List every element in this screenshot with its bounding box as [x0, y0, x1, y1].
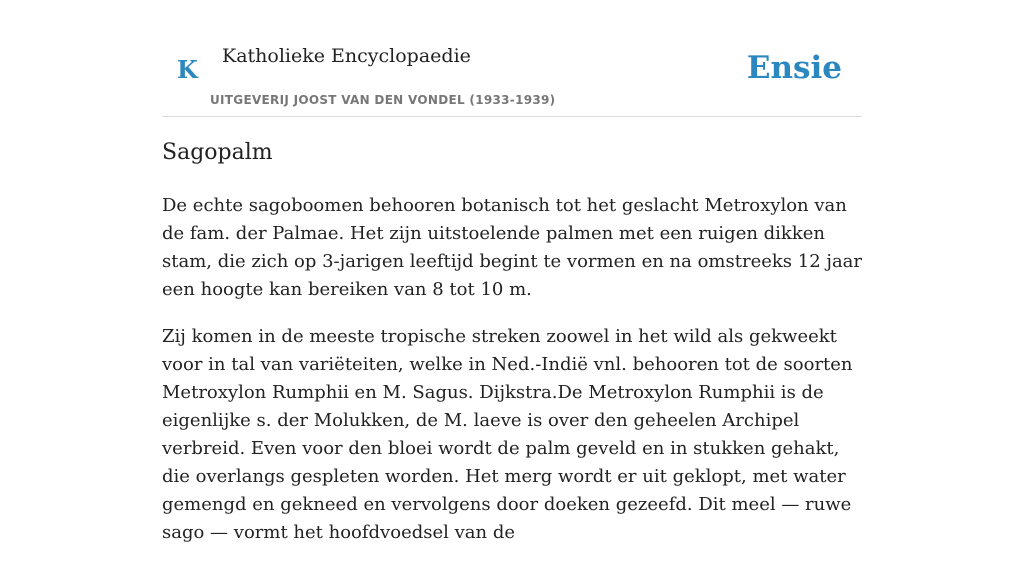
article-paragraph-2: Zij komen in de meeste tropische streken zoowel in het wild als gekweekt voor in tal van variëteiten, welke in Ned.-Indië vnl. behooren tot de soorten Metroxylon Rumphii en M. Sagus. Dijkstra.De Metroxylon Rumphii is de eigenlijke s. der Molukken, de M. laeve is over den geheelen Archipel verbreid. Even voor den bloei wordt de palm geveld en in stukken gehakt, die overlangs gespleten worden. Het merg wordt er uit geklopt, met water gemengd en gekneed en vervolgens door doeken gezeefd. Dit meel — ruwe sago — vormt het hoofdvoedsel van de — [162, 326, 853, 543]
site-header — [162, 0, 862, 117]
article-title: Sagopalm — [162, 140, 273, 165]
article-body — [162, 192, 866, 566]
book-title-link[interactable]: Katholieke Encyclopaedie — [222, 45, 471, 67]
publisher-label: UITGEVERIJ JOOST VAN DEN VONDEL (1933-1939) — [210, 93, 556, 107]
ensie-logo[interactable]: Ensie — [746, 50, 842, 86]
book-logo[interactable]: K — [177, 55, 198, 84]
article-paragraph-1: De echte sagoboomen behooren botanisch tot het geslacht Metroxylon van de fam. der Palmae. Het zijn uitstoelende palmen met een ruigen dikken stam, die zich op 3-jarigen leeftijd begint te vormen en na omstreeks 12 jaar een hoogte kan bereiken van 8 tot 10 m. — [162, 195, 863, 300]
